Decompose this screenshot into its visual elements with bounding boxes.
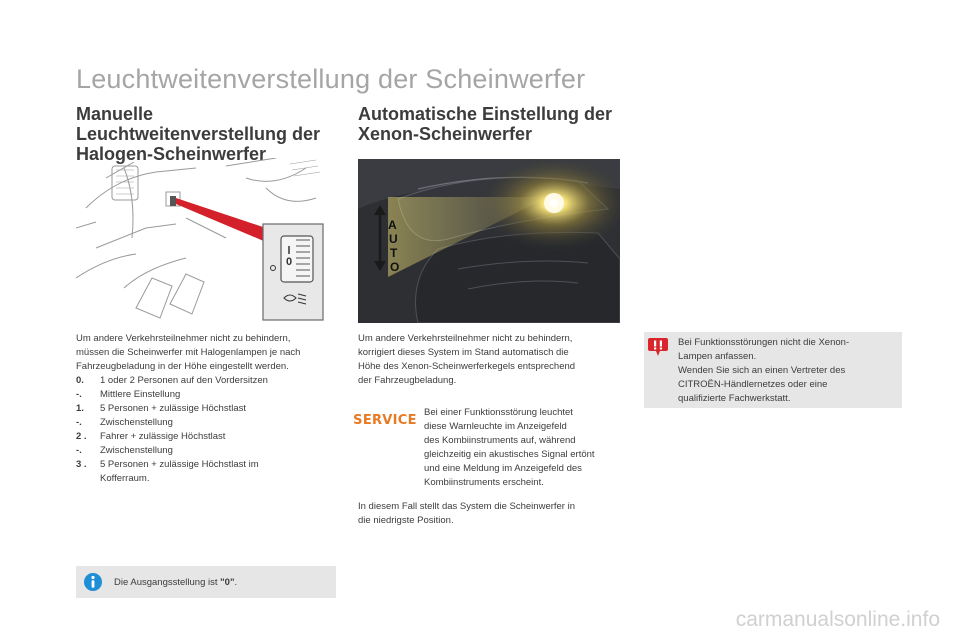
heading-line: Leuchtweitenverstellung der — [76, 124, 321, 144]
setting-code: 0. — [76, 375, 84, 386]
setting-description: Mittlere Einstellung — [100, 389, 181, 400]
text-line: und eine Meldung im Anzeigefeld des — [424, 463, 582, 474]
text-line: die niedrigste Position. — [358, 515, 454, 526]
warning-note-box — [644, 332, 902, 408]
text-line: Fahrzeugbeladung in der Höhe eingestellt werden. — [76, 361, 289, 372]
dial-settings-list — [76, 374, 336, 486]
info-icon — [84, 573, 102, 591]
warning-note-text — [678, 336, 898, 406]
halogen-intro-text — [76, 332, 338, 374]
setting-code: 2 . — [76, 431, 87, 442]
xenon-intro-text — [358, 332, 622, 388]
heading-line: Manuelle — [76, 104, 154, 124]
setting-code: -. — [76, 417, 82, 428]
text-line: Wenden Sie sich an einen Vertreter des — [678, 365, 846, 376]
setting-row — [76, 416, 336, 430]
text-line: CITROËN-Händlernetzes oder eine — [678, 379, 828, 390]
text-line: Um andere Verkehrsteilnehmer nicht zu behindern, — [358, 333, 573, 344]
setting-row — [76, 458, 336, 472]
warning-icon — [648, 338, 668, 356]
service-warning-light — [353, 410, 417, 430]
service-label: SERVICE — [353, 412, 417, 428]
setting-description: 1 oder 2 Personen auf den Vordersitzen — [100, 375, 268, 386]
text-line: gleichzeitig ein akustisches Signal ertönt — [424, 449, 595, 460]
text-line: diese Warnleuchte im Anzeigefeld — [424, 421, 567, 432]
halogen-section-heading — [76, 104, 320, 164]
auto-letter-a: A — [388, 218, 397, 232]
info-note-box — [76, 566, 336, 598]
xenon-closing-text — [358, 500, 622, 528]
svg-text:0: 0 — [286, 256, 293, 268]
setting-row — [76, 374, 336, 388]
text-line: der Fahrzeugbeladung. — [358, 375, 457, 386]
text-line: Höhe des Xenon-Scheinwerferkegels entsprechend — [358, 361, 576, 372]
info-note-prefix: Die Ausgangsstellung ist — [114, 576, 221, 588]
text-line: korrigiert dieses System im Stand automatisch die — [358, 347, 569, 358]
setting-description: Zwischenstellung — [100, 445, 173, 456]
setting-description: Zwischenstellung — [100, 417, 173, 428]
setting-description: 5 Personen + zulässige Höchstlast im — [100, 459, 259, 470]
xenon-section-heading — [358, 104, 612, 144]
setting-description: Kofferraum. — [100, 473, 150, 484]
setting-description: Fahrer + zulässige Höchstlast — [100, 431, 226, 442]
xenon-headlight-photo — [358, 159, 620, 323]
setting-row — [76, 402, 336, 416]
text-line: Bei Funktionsstörungen nicht die Xenon- — [678, 337, 850, 348]
info-note-value: "0" — [220, 576, 235, 588]
text-line: Kombiinstruments erscheint. — [424, 477, 544, 488]
setting-row — [76, 430, 336, 444]
halogen-dial-illustration — [76, 158, 338, 324]
heading-line: Automatische Einstellung der — [358, 104, 613, 124]
text-line: müssen die Scheinwerfer mit Halogenlampen je nach — [76, 347, 301, 358]
page-title: Leuchtweitenverstellung der Scheinwerfer — [76, 64, 586, 94]
heading-line: Halogen-Scheinwerfer — [76, 144, 267, 164]
text-line: In diesem Fall stellt das System die Scheinwerfer in — [358, 501, 576, 512]
text-line: des Kombiinstruments auf, während — [424, 435, 576, 446]
text-line: qualifizierte Fachwerkstatt. — [678, 393, 791, 404]
setting-code — [76, 472, 100, 486]
setting-row — [76, 388, 336, 402]
auto-letter-t: T — [390, 246, 398, 260]
text-line: Bei einer Funktionsstörung leuchtet — [424, 407, 573, 418]
service-warning-text — [424, 406, 624, 490]
info-note-suffix: . — [234, 576, 238, 588]
setting-row — [76, 472, 336, 486]
heading-line: Xenon-Scheinwerfer — [358, 124, 533, 144]
setting-description: 5 Personen + zulässige Höchstlast — [100, 403, 247, 414]
setting-code: 3 . — [76, 459, 87, 470]
setting-row — [76, 444, 336, 458]
info-note-text — [114, 577, 237, 588]
setting-code: 1. — [76, 403, 84, 414]
auto-letter-o: O — [390, 260, 400, 274]
setting-code: -. — [76, 389, 82, 400]
watermark: carmanualsonline.info — [735, 608, 940, 631]
setting-code: -. — [76, 445, 82, 456]
text-line: Lampen anfassen. — [678, 351, 757, 362]
text-line: Um andere Verkehrsteilnehmer nicht zu behindern, — [76, 333, 291, 344]
auto-letter-u: U — [389, 232, 398, 246]
